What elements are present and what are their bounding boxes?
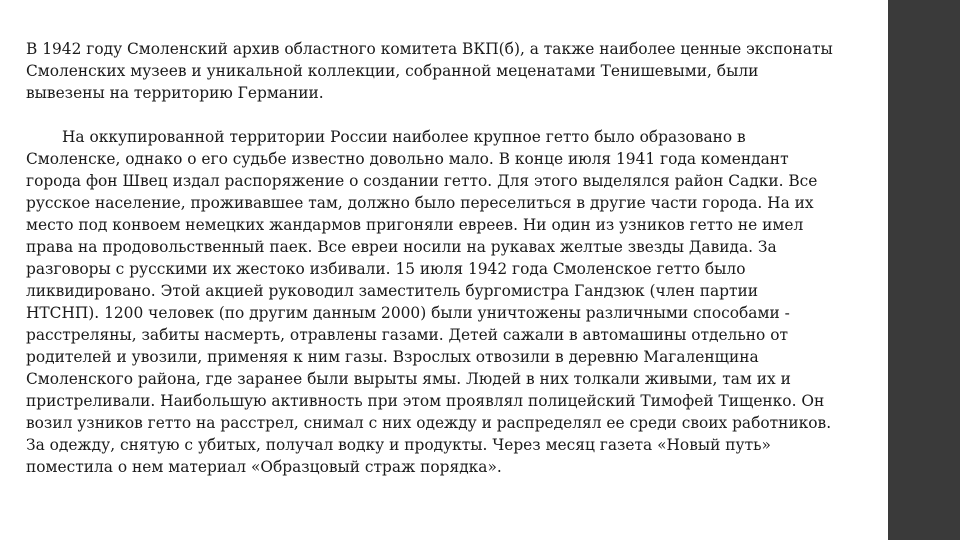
right-decorative-bar (888, 0, 960, 540)
paragraph-archive: В 1942 году Смоленский архив областного комитета ВКП(б), а также наиболее ценные экспонаты Смоленских музеев и уникальной коллекции, собранной меценатами Тенишевыми, были вывезены на территорию Германии. (26, 40, 833, 102)
paragraph-ghetto: На оккупированной территории России наиболее крупное гетто было образовано в Смоленске, однако о его судьбе известно довольно мало. В конце июля 1941 года комендант города фон Швец издал распоряжение о создании гетто. Для этого выделялся район Садки. Все русское население, проживавшее там, должно было переселиться в другие части города. На их место под конвоем немецких жандармов пригоняли евреев. Ни один из узников гетто не имел права на продовольственный паек. Все евреи носили на рукавах желтые звезды Давида. За разговоры с русскими их жестоко избивали. 15 июля 1942 года Смоленское гетто было ликвидировано. Этой акцией руководил заместитель бургомистра Гандзюк (член партии НТСНП). 1200 человек (по другим данным 2000) были уничтожены различными способами - расстреляны, забиты насмерть, отравлены газами. Детей сажали в автомашины отдельно от родителей и увозили, применяя к ним газы. Взрослых отвозили в деревню Магаленщина Смоленского района, где заранее были вырыты ямы. Людей в них толкали живыми, там их и пристреливали. Наибольшую активность при этом проявлял полицейский Тимофей Тищенко. Он возил узников гетто на расстрел, снимал с них одежду и распределял ее среди своих работников. За одежду, снятую с убитых, получал водку и продукты. Через месяц газета «Новый путь» поместила о нем материал «Образцовый страж порядка». (26, 128, 832, 476)
text-body (26, 38, 836, 478)
